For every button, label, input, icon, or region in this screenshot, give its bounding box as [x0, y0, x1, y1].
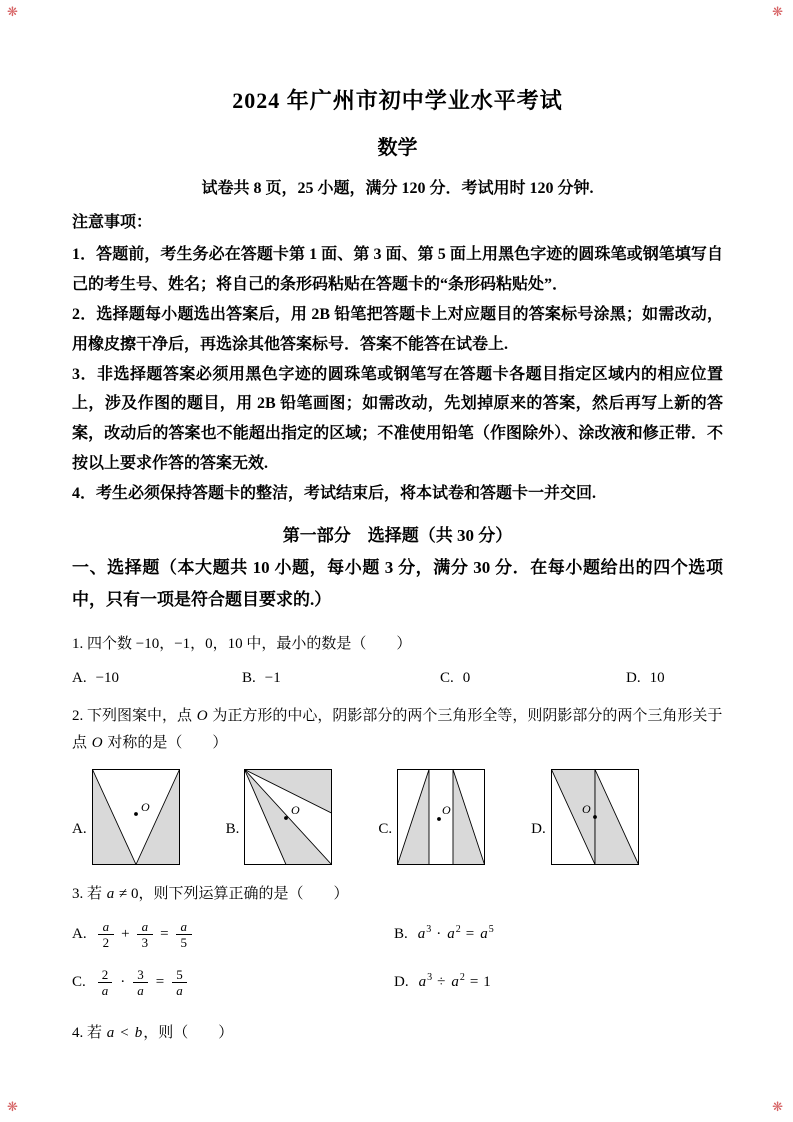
center-point-dot [437, 817, 441, 821]
center-point-dot [284, 816, 288, 820]
question-1-stem: 1. 四个数 −10，−1，0，10 中，最小的数是（ ） [72, 635, 412, 652]
notice-item-4: 4．考生必须保持答题卡的整洁，考试结束后，将本试卷和答题卡一并交回. [72, 485, 597, 503]
q1-option-c [440, 670, 626, 687]
q3-option-c-expression: $\frac{2}{a}$ · $\frac{3}{a}$ = $\frac{5}{a}$ [95, 967, 190, 999]
q1-option-d-value: 10 [649, 669, 665, 686]
q1-option-b-label: B. [242, 669, 256, 686]
question-3 [72, 881, 723, 1004]
notice-item-3: 3．非选择题答案必须用黑色字迹的圆珠笔或钢笔写在答题卡各题目指定区域内的相应位置上，涉及作图的题目，用 2B 铅笔画图；如需改动，先划掉原来的答案，然后再写上新的答案，改动后的答案也不能超出指定的区域；不准使用铅笔（作图除外）、涂改液和修正带．不按以上要求作答的答案无效. [72, 365, 723, 473]
corner-watermark-icon: ❋ [772, 4, 783, 19]
q3-option-b [394, 914, 723, 956]
question-1 [72, 631, 723, 687]
q2-figure-c-image [397, 769, 485, 865]
question-1-options [72, 670, 723, 687]
q2-figure-b-image [244, 769, 332, 865]
exam-title: 2024 年广州市初中学业水平考试 [232, 88, 563, 113]
q3-option-c [72, 962, 394, 1004]
corner-watermark-icon: ❋ [772, 1099, 783, 1114]
question-4 [72, 1020, 723, 1047]
notice-heading: 注意事项： [72, 214, 153, 231]
section-intro: 一、选择题（本大题共 10 小题，每小题 3 分，满分 30 分．在每小题给出的四个选项中，只有一项是符合题目要求的.） [72, 558, 723, 609]
center-point-label: O [291, 802, 301, 817]
q2-figure-c-label: C. [378, 821, 393, 838]
subject-title: 数学 [377, 137, 418, 159]
q2-figure-b-label: B. [225, 821, 240, 838]
question-3-options [72, 914, 723, 1004]
corner-watermark-icon: ❋ [7, 4, 18, 19]
q1-option-c-value: 0 [462, 669, 471, 686]
question-2-figures [72, 769, 723, 865]
center-point-label: O [140, 799, 150, 814]
q3-option-a [72, 914, 394, 956]
q2-figure-a-image [92, 769, 180, 865]
question-4-stem: 4. 若 a < b，则（ ） [72, 1024, 234, 1041]
center-point-dot [593, 815, 597, 819]
question-3-stem: 3. 若 a ≠ 0，则下列运算正确的是（ ） [72, 885, 349, 902]
center-point-label: O [442, 802, 451, 817]
q3-option-d-label: D. [394, 974, 409, 991]
q2-figure-a-label: A. [72, 821, 87, 838]
part-one-title: 第一部分 选择题（共 30 分） [282, 526, 513, 546]
q3-option-b-expression: $a^3 \cdot a^2 = a^5$ [417, 924, 494, 943]
q2-figure-d [531, 769, 639, 865]
q2-figure-d-label: D. [531, 821, 546, 838]
q3-option-a-expression: $\frac{a}{2}$ + $\frac{a}{3}$ = $\frac{a}{5}$ [96, 919, 194, 951]
notice-item-1: 1．答题前，考生务必在答题卡第 1 面、第 3 面、第 5 面上用黑色字迹的圆珠笔或钢笔填写自己的考生号、姓名；将自己的条形码粘贴在答题卡的“条形码粘贴处”． [72, 245, 723, 293]
q3-option-d-expression: $a^3 \div a^2 = 1$ [418, 972, 491, 991]
q3-option-a-label: A. [72, 926, 87, 943]
q1-option-d-label: D. [626, 669, 641, 686]
q2-figure-c [378, 769, 485, 865]
corner-watermark-icon: ❋ [7, 1099, 18, 1114]
q2-figure-b [226, 769, 333, 865]
notice-item-2: 2．选择题每小题选出答案后，用 2B 铅笔把答题卡上对应题目的答案标号涂黑；如需改动，用橡皮擦干净后，再选涂其他答案标号．答案不能答在试卷上. [72, 305, 723, 353]
q1-option-a-value: −10 [95, 669, 120, 686]
exam-info-line: 试卷共 8 页，25 小题，满分 120 分．考试用时 120 分钟. [201, 180, 594, 197]
q1-option-c-label: C. [440, 669, 454, 686]
q3-option-d [394, 962, 723, 1004]
question-2 [72, 703, 723, 865]
q1-option-b [242, 670, 440, 687]
center-point-dot [134, 812, 138, 816]
q2-figure-d-image [551, 769, 639, 865]
q3-option-b-label: B. [394, 926, 408, 943]
question-2-stem: 2. 下列图案中，点 O 为正方形的中心，阴影部分的两个三角形全等，则阴影部分的两个三角形关于点 O 对称的是（ ） [72, 707, 723, 751]
q1-option-b-value: −1 [264, 669, 281, 686]
q1-option-a [72, 670, 242, 687]
q1-option-a-label: A. [72, 669, 87, 686]
q3-option-c-label: C. [72, 974, 86, 991]
q1-option-d [626, 670, 723, 687]
q2-figure-a [72, 769, 180, 865]
center-point-label: O [581, 801, 591, 816]
